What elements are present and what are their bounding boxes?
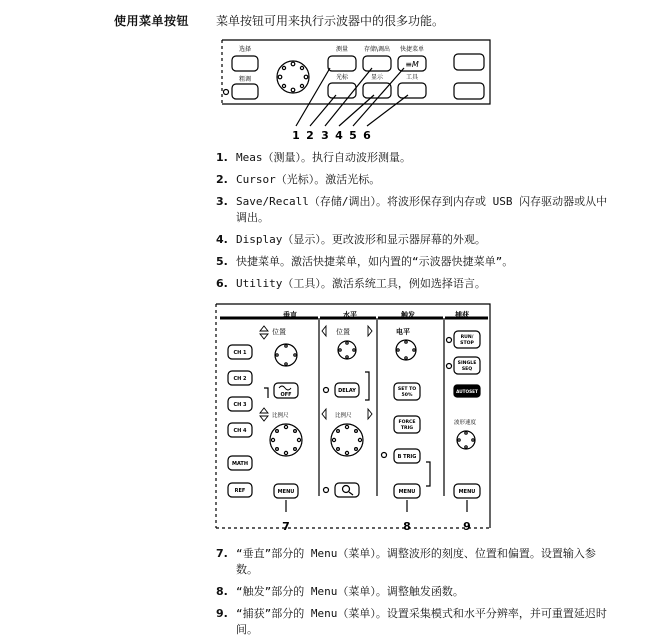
acquire-rate-label: 波形速度 xyxy=(454,420,477,426)
quick-menu-symbol: ≡M xyxy=(405,60,419,69)
measure-label: 测量 xyxy=(335,46,349,53)
ch1-label: CH 1 xyxy=(233,350,247,356)
callout-3: 3 xyxy=(321,129,329,142)
quick-menu-label: 快捷菜单 xyxy=(399,46,425,53)
horizontal-position-label: 位置 xyxy=(336,328,350,336)
acquire-header: 捕获 xyxy=(455,311,469,319)
run-stop-label: RUN/ STOP xyxy=(460,335,474,346)
select-label: 选择 xyxy=(238,46,252,53)
zoom-led xyxy=(324,488,329,493)
ch2-label: CH 2 xyxy=(233,376,247,382)
callout-5: 5 xyxy=(349,129,357,142)
ch3-label: CH 3 xyxy=(233,402,247,408)
list-item: 2. Cursor（光标）。激活光标。 xyxy=(216,173,381,186)
single-seq-led xyxy=(447,364,452,369)
cursor-label: 光标 xyxy=(335,74,349,81)
math-label: MATH xyxy=(231,461,249,467)
list-item: 4. Display（显示）。更改波形和显示器屏幕的外观。 xyxy=(216,233,486,246)
vertical-position-label: 位置 xyxy=(272,328,286,336)
trigger-menu-label: MENU xyxy=(398,489,416,495)
fine-label: 粗调 xyxy=(238,76,252,83)
list-item: 1. Meas（测量）。执行自动波形测量。 xyxy=(216,151,411,164)
ch4-label: CH 4 xyxy=(233,428,247,434)
vertical-scale-label: 比例尺 xyxy=(272,413,289,419)
list-item: 9. “捕获”部分的 Menu（菜单）。设置采集模式和水平分辨率，并可重置延迟时间。 xyxy=(216,607,607,636)
utility-label: 工具 xyxy=(405,74,419,81)
list-item: 3. Save/Recall（存储/调出）。将波形保存到内存或 USB 闪存驱动器或从中调出。 xyxy=(216,195,608,224)
autoset-label: AUTOSET xyxy=(456,389,478,394)
menu-list-2 xyxy=(216,546,616,638)
callout-7: 7 xyxy=(282,520,290,533)
section-title: 使用菜单按钮 xyxy=(114,14,190,28)
horizontal-header: 水平 xyxy=(343,311,357,319)
save-recall-label: 存储\调出 xyxy=(363,46,391,53)
force-trig-label: FORCE TRIG xyxy=(398,420,416,431)
b-trig-label: B TRIG xyxy=(397,454,417,460)
list-item: 8. “触发”部分的 Menu（菜单）。调整触发函数。 xyxy=(216,585,464,598)
list-item: 5. 快捷菜单。激活快捷菜单，如内置的“示波器快捷菜单”。 xyxy=(216,255,514,268)
off-label: OFF xyxy=(280,392,292,398)
intro-text: 菜单按钮可用来执行示波器中的很多功能。 xyxy=(216,14,445,28)
run-stop-led xyxy=(447,338,452,343)
trigger-level-label: 电平 xyxy=(396,328,410,336)
trigger-header: 触发 xyxy=(401,311,415,319)
callout-8: 8 xyxy=(403,520,411,533)
ref-label: REF xyxy=(234,488,246,494)
set-to-50-label: SET TO 50% xyxy=(397,387,417,398)
delay-led xyxy=(324,388,329,393)
list-item: 6. Utility（工具）。激活系统工具，例如选择语言。 xyxy=(216,277,486,290)
b-trig-led xyxy=(382,453,387,458)
horizontal-scale-label: 比例尺 xyxy=(335,413,352,419)
callout-2: 2 xyxy=(306,129,314,142)
callout-6: 6 xyxy=(363,129,371,142)
display-label: 显示 xyxy=(370,74,384,81)
vertical-menu-label: MENU xyxy=(277,489,295,495)
vertical-header: 垂直 xyxy=(283,311,297,319)
callout-1: 1 xyxy=(292,129,300,142)
acquire-menu-label: MENU xyxy=(458,489,476,495)
callout-9: 9 xyxy=(463,520,471,533)
delay-label: DELAY xyxy=(338,388,356,394)
callout-4: 4 xyxy=(335,129,343,142)
list-item: 7. “垂直”部分的 Menu（菜单）。调整波形的刻度、位置和偏置。设置输入参数。 xyxy=(216,547,596,576)
single-seq-label: SINGLE SEQ xyxy=(457,361,477,372)
